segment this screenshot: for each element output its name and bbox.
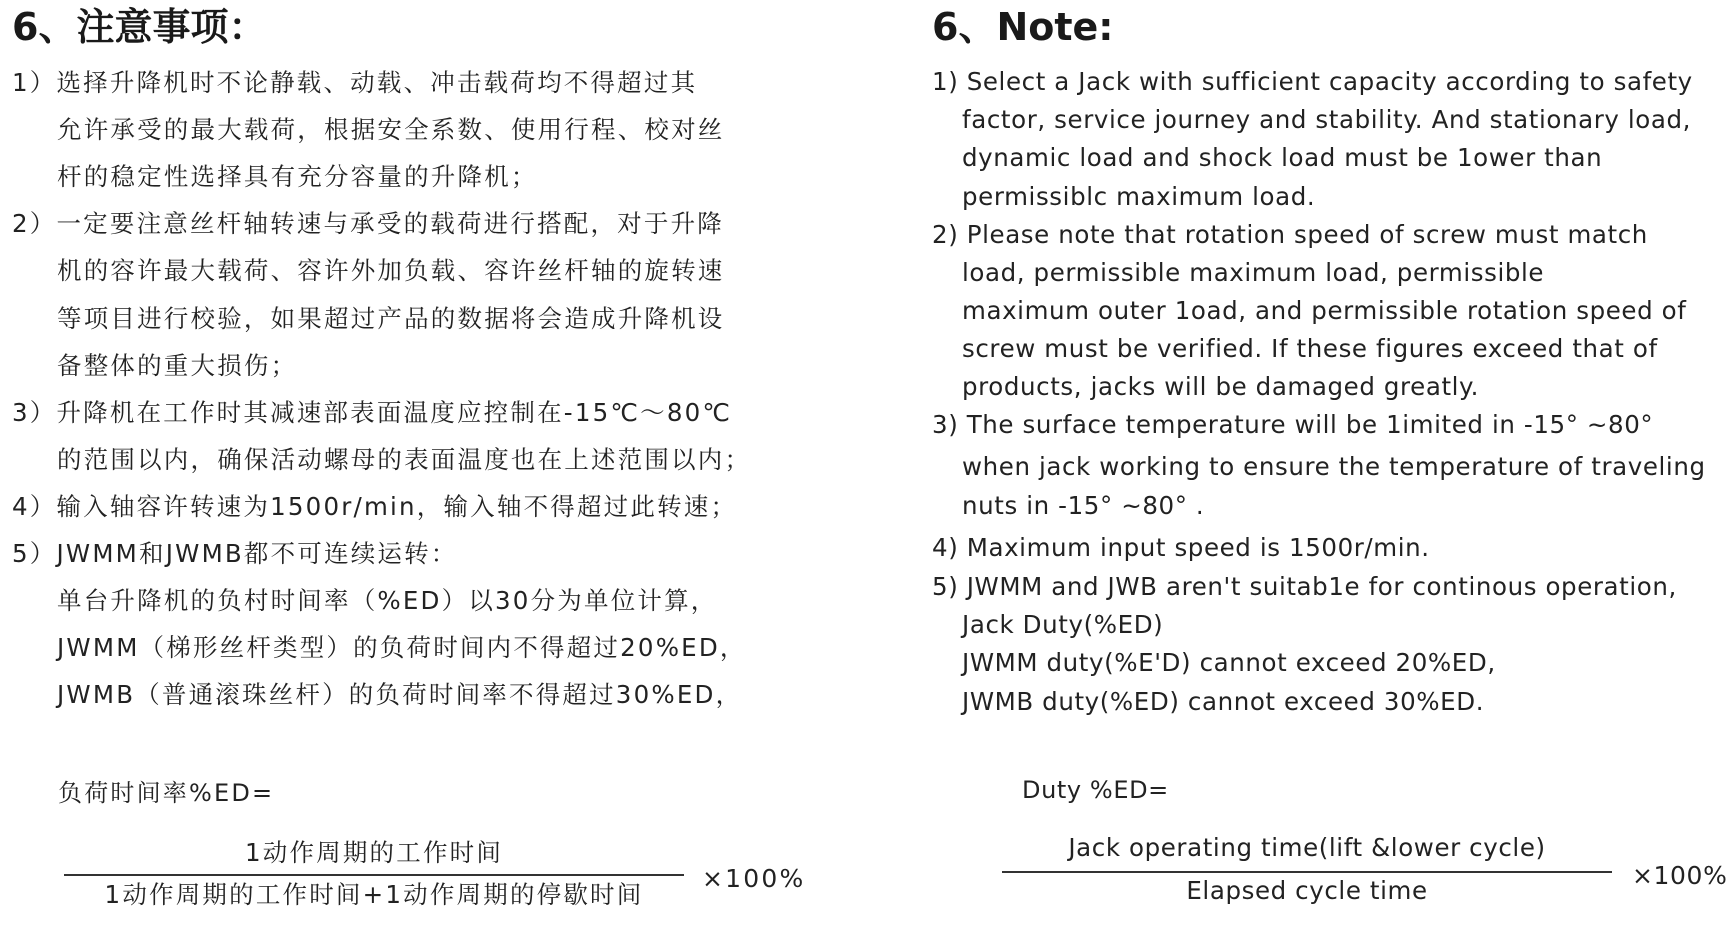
en-note-line: 3) The surface temperature will be 1imited in -15° ~80° [932, 410, 1654, 439]
cn-formula-denominator: 1动作周期的工作时间+1动作周期的停歇时间 [104, 880, 644, 909]
cn-note-line: 2）一定要注意丝杆轴转速与承受的载荷进行搭配，对于升降 [12, 209, 724, 238]
en-formula-numerator: Jack operating time(lift &lower cycle) [1068, 833, 1546, 862]
en-formula-denominator: Elapsed cycle time [1186, 876, 1428, 905]
cn-notes-title: 6、注意事项： [12, 5, 267, 49]
cn-note-line: 杆的稳定性选择具有充分容量的升降机； [57, 162, 538, 191]
cn-formula-fraction-bar [64, 874, 684, 876]
en-note-line: maximum outer 1oad, and permissible rotation speed of [962, 296, 1687, 325]
en-formula-multiplier: ×100% [1632, 861, 1728, 890]
en-note-line: factor, service journey and stability. And stationary load, [962, 105, 1692, 134]
en-note-line: 4) Maximum input speed is 1500r/min. [932, 533, 1430, 562]
en-note-line: permissiblc maximum load. [962, 182, 1316, 211]
en-note-line: dynamic load and shock load must be 1ower than [962, 143, 1603, 172]
cn-note-line: 1）选择升降机时不论静载、动载、冲击载荷均不得超过其 [12, 68, 698, 97]
en-formula-label: Duty %ED= [1022, 776, 1169, 804]
en-note-line: 5) JWMM and JWB aren't suitab1e for continous operation, [932, 572, 1677, 601]
cn-note-line: 3）升降机在工作时其减速部表面温度应控制在-15℃～80℃ [12, 398, 733, 427]
cn-note-line: JWMM（梯形丝杆类型）的负荷时间内不得超过20%ED， [57, 633, 747, 662]
en-note-line: products, jacks will be damaged greatly. [962, 372, 1480, 401]
cn-formula-multiplier: ×100% [702, 864, 806, 893]
en-note-line: nuts in -15° ~80° . [962, 491, 1205, 520]
en-formula-fraction-bar [1002, 871, 1612, 873]
cn-note-line: 等项目进行校验，如果超过产品的数据将会造成升降机设 [57, 304, 725, 333]
en-note-line: 2) Please note that rotation speed of screw must match [932, 220, 1648, 249]
cn-formula-numerator: 1动作周期的工作时间 [244, 838, 504, 867]
cn-note-line: 的范围以内，确保活动螺母的表面温度也在上述范围以内； [57, 445, 752, 474]
en-note-line: JWMB duty(%ED) cannot exceed 30%ED. [962, 687, 1485, 716]
cn-note-line: 机的容许最大载荷、容许外加负载、容许丝杆轴的旋转速 [57, 256, 725, 285]
cn-note-line: 备整体的重大损伤； [57, 351, 298, 380]
en-note-line: when jack working to ensure the temperature of traveling [962, 452, 1706, 481]
en-notes-title: 6、Note: [932, 5, 1114, 49]
cn-note-line: 4）输入轴容许转速为1500r/min，输入轴不得超过此转速； [12, 492, 738, 521]
cn-note-line: 允许承受的最大载荷，根据安全系数、使用行程、校对丝 [57, 115, 725, 144]
cn-formula-label: 负荷时间率%ED= [58, 779, 275, 807]
cn-note-line: 5）JWMM和JWMB都不可连续运转： [12, 539, 458, 568]
en-note-line: Jack Duty(%ED) [962, 610, 1164, 639]
cn-note-line: JWMB（普通滚珠丝杆）的负荷时间率不得超过30%ED， [57, 680, 743, 709]
en-note-line: load, permissible maximum load, permissible [962, 258, 1545, 287]
cn-note-line: 单台升降机的负村时间率（%ED）以30分为单位计算， [57, 586, 718, 615]
en-note-line: screw must be verified. If these figures exceed that of [962, 334, 1658, 363]
en-note-line: 1) Select a Jack with sufficient capacity according to safety [932, 67, 1693, 96]
en-note-line: JWMM duty(%E'D) cannot exceed 20%ED, [962, 648, 1496, 677]
